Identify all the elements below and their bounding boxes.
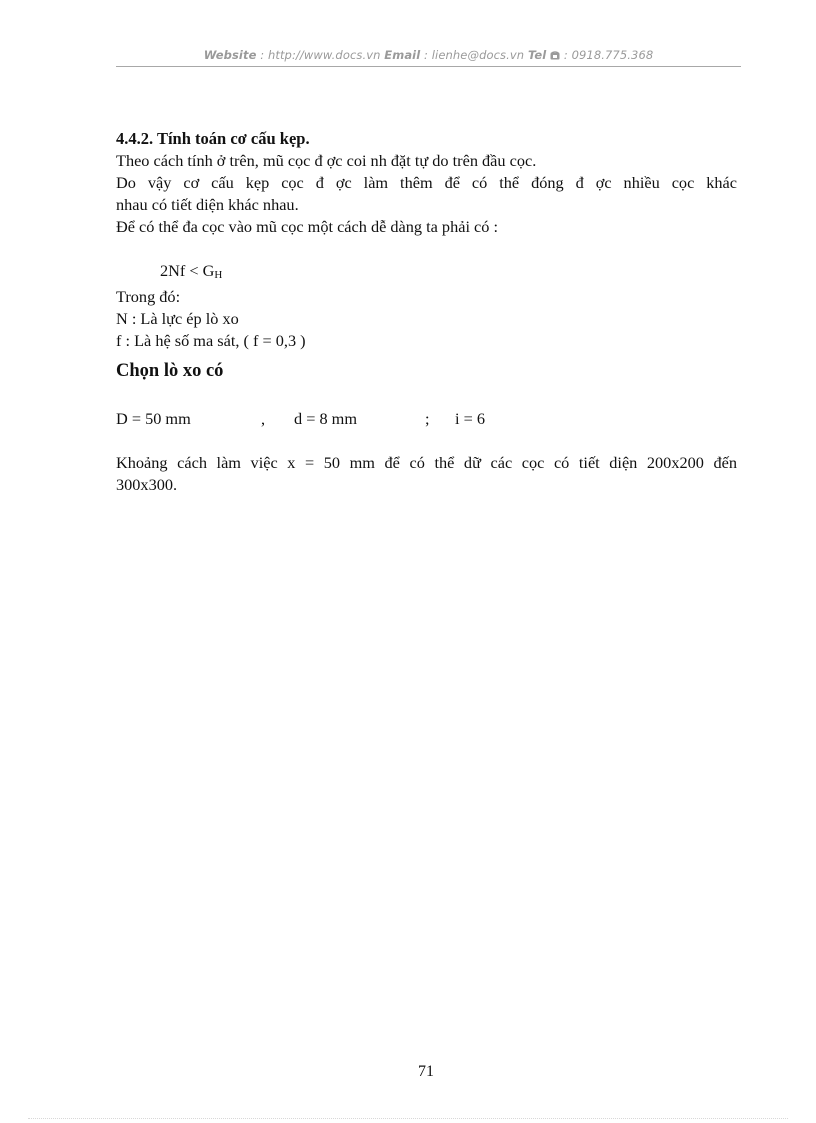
formula-main: 2Nf < G [160, 261, 215, 280]
param-separator: ; [425, 409, 430, 428]
page-number: 71 [418, 1063, 434, 1080]
param-wire-diameter: d = 8 mm [294, 409, 358, 428]
section-title: Chọn lò xo có [116, 361, 224, 381]
website-value: : http://www.docs.vn [256, 48, 385, 62]
paragraph-line: Khoảng cách làm việc x = 50 mm để có thể dữ các cọc có tiết diện 200x200 đến [116, 453, 737, 472]
paragraph-line: Do vậy cơ cấu kẹp cọc đ ợc làm thêm để có thể đóng đ ợc nhiều cọc khác [116, 173, 737, 192]
param-outer-diameter: D = 50 mm [116, 409, 191, 428]
subsection-heading: 4.4.2. Tính toán cơ cấu kẹp. [116, 129, 310, 148]
email-label: Email [384, 48, 421, 62]
footer-divider [28, 1118, 788, 1119]
formula-subscript: H [214, 269, 223, 281]
tel-label: Tel [527, 48, 547, 62]
document-body [116, 128, 737, 496]
tel-value: : 0918.775.368 [560, 48, 654, 62]
page-header [116, 48, 741, 62]
param-separator: , [261, 409, 266, 428]
definition-f: f : Là hệ số ma sát, ( f = 0,3 ) [116, 331, 306, 350]
paragraph-line: nhau có tiết diện khác nhau. [116, 195, 299, 214]
paragraph-line: 300x300. [116, 475, 178, 494]
param-coil-count: i = 6 [455, 409, 485, 428]
paragraph-line: Theo cách tính ở trên, mũ cọc đ ợc coi nh đặt tự do trên đầu cọc. [116, 151, 537, 170]
where-label: Trong đó: [116, 287, 181, 306]
header-divider [116, 66, 741, 67]
paragraph-line: Để có thể đa cọc vào mũ cọc một cách dễ dàng ta phải có : [116, 217, 498, 236]
spring-parameters [116, 408, 737, 430]
definition-n: N : Là lực ép lò xo [116, 309, 239, 328]
phone-icon [550, 51, 560, 60]
formula [116, 260, 737, 286]
website-label: Website [203, 48, 257, 62]
email-value: : lienhe@docs.vn [420, 48, 528, 62]
